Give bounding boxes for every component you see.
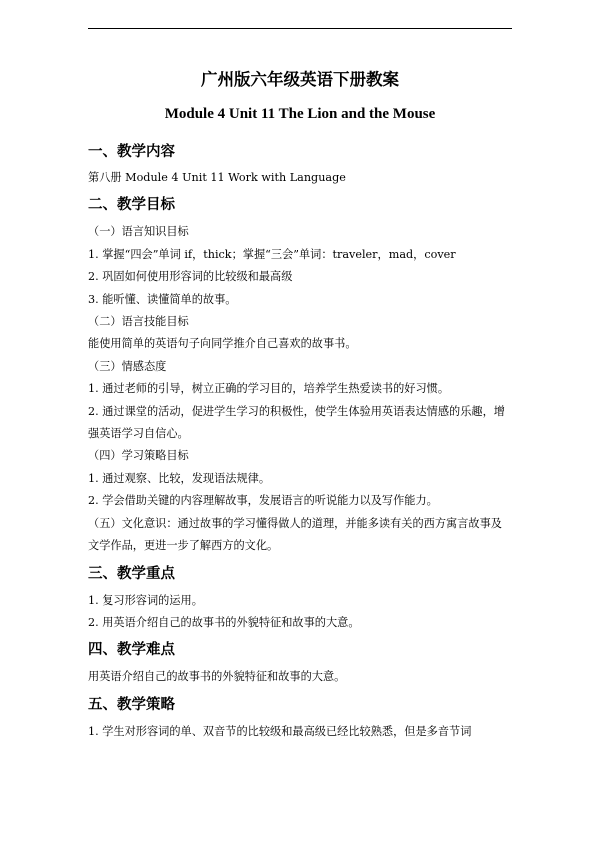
section-line: 1. 掌握“四会”单词 if，thick；掌握“三会”单词：traveler，mad，cover: [88, 247, 456, 261]
section-heading-key-points: 三、教学重点: [88, 564, 175, 582]
section-line: （二）语言技能目标: [88, 315, 189, 329]
section-line: 1. 通过观察、比较，发现语法规律。: [88, 471, 271, 485]
section-line: （五）文化意识：通过故事的学习懂得做人的道理，并能多读有关的西方寓言故事及文学作品，更进一步了解西方的文化。: [88, 516, 502, 553]
document-subtitle: Module 4 Unit 11 The Lion and the Mouse: [164, 106, 436, 122]
section-line: （四）学习策略目标: [88, 449, 189, 463]
section-line: 1. 复习形容词的运用。: [88, 593, 203, 607]
section-heading-content: 一、教学内容: [88, 143, 175, 160]
section-line: 3. 能听懂、读懂简单的故事。: [88, 292, 237, 306]
section-line: 能使用简单的英语句子向同学推介自己喜欢的故事书。: [88, 337, 357, 351]
section-line: 1. 通过老师的引导，树立正确的学习目的，培养学生热爱读书的好习惯。: [88, 382, 450, 396]
section-line: 2. 通过课堂的活动，促进学生学习的积极性，使学生体验用英语表达情感的乐趣，增强英语学习自信心。: [88, 404, 505, 441]
section-line: 2. 巩固如何使用形容词的比较级和最高级: [88, 270, 293, 284]
section-line: 2. 用英语介绍自己的故事书的外貌特征和故事的大意。: [88, 615, 360, 629]
section-heading-difficulties: 四、教学难点: [88, 641, 175, 659]
section-heading-objectives: 二、教学目标: [88, 196, 175, 214]
header-rule: [88, 28, 512, 29]
document-title: 广州版六年级英语下册教案: [201, 70, 399, 89]
section-line: （一）语言知识目标: [88, 225, 189, 239]
section-line: 2. 学会借助关键的内容理解故事，发展语言的听说能力以及写作能力。: [88, 494, 438, 508]
section-line: 1. 学生对形容词的单、双音节的比较级和最高级已经比较熟悉，但是多音节词: [88, 724, 472, 738]
section-line: （三）情感态度: [88, 359, 167, 373]
section-line: 第八册 Module 4 Unit 11 Work with Language: [88, 171, 346, 184]
section-line: 用英语介绍自己的故事书的外貌特征和故事的大意。: [88, 670, 346, 684]
section-heading-strategies: 五、教学策略: [88, 695, 175, 713]
document-body: [88, 70, 512, 743]
